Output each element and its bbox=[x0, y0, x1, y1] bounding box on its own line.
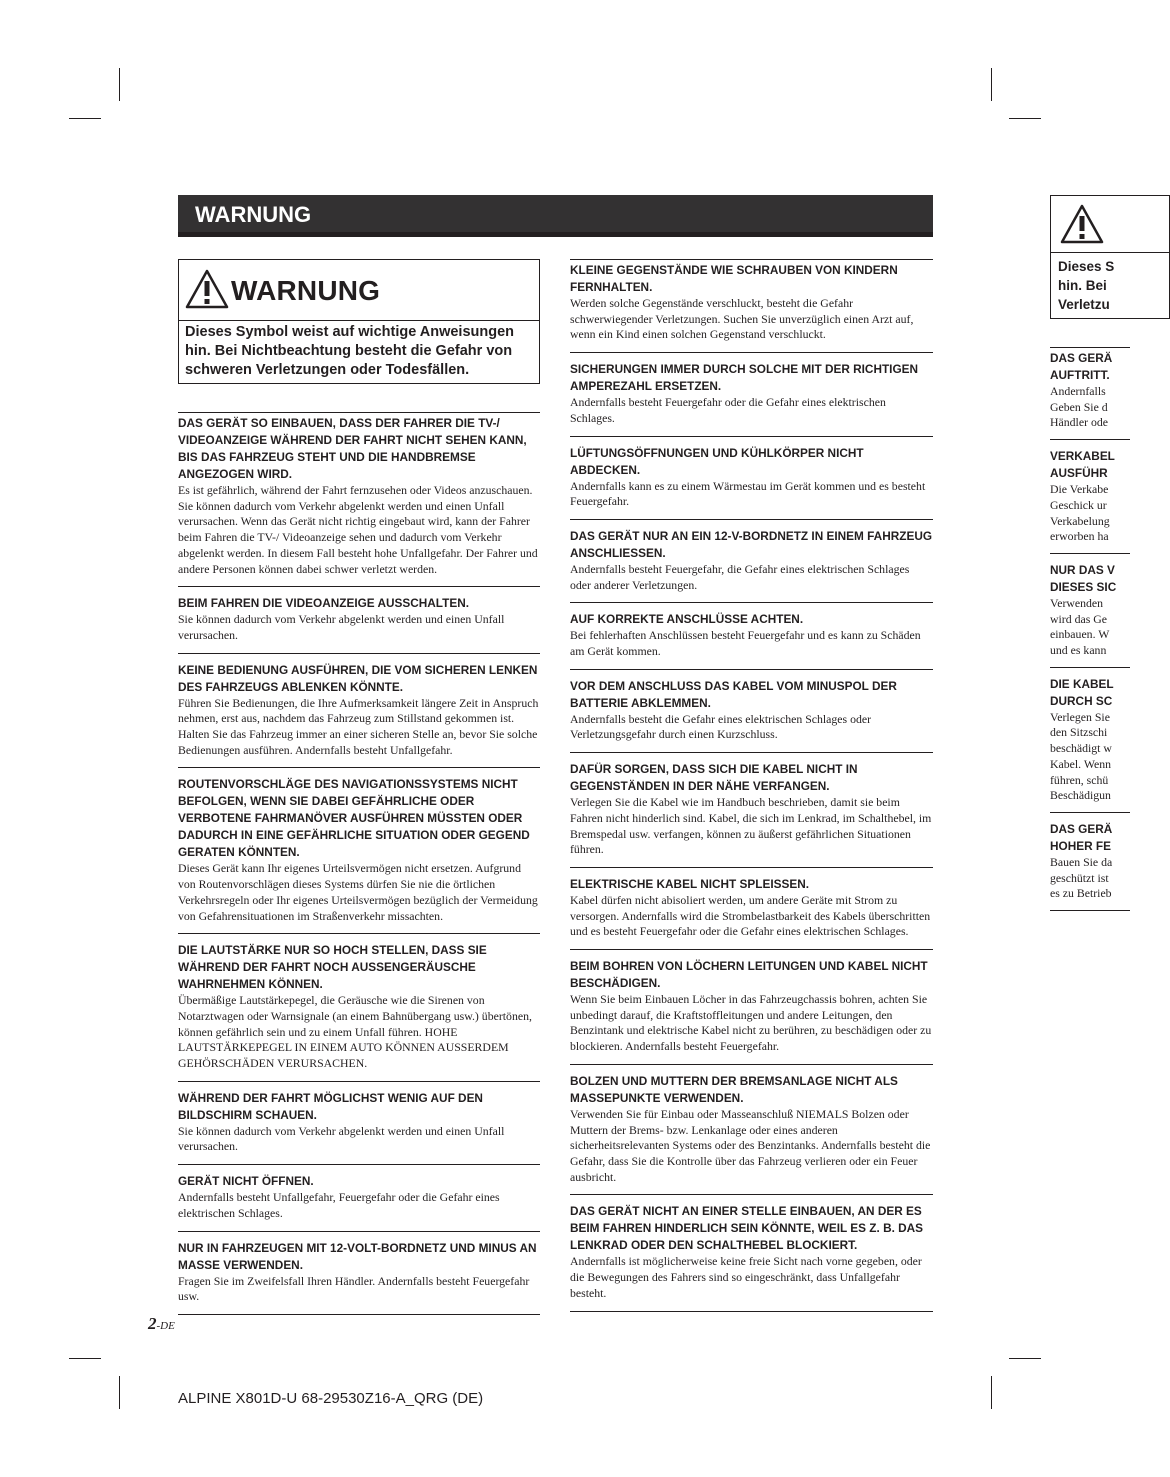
adjacent-warning-item bbox=[1050, 676, 1130, 813]
warning-body: Verlegen Sie die Kabel wie im Handbuch beschrieben, damit sie beim Fahren nicht hinderlich sind. Kabel, die sich im Lenkrad, im Schalthebel, im Bremspedal usw. verfangen, können zu äußerst gefährlichen Situationen führen. bbox=[570, 795, 932, 857]
warning-triangle-icon bbox=[185, 269, 229, 309]
warning-item bbox=[570, 1073, 933, 1196]
warning-body: Sie können dadurch vom Verkehr abgelenkt werden und einen Unfall verursachen. bbox=[178, 1123, 505, 1154]
warning-heading: KLEINE GEGENSTÄNDE WIE SCHRAUBEN VON KINDERN FERNHALTEN. bbox=[570, 263, 898, 294]
adjacent-body: Bauen Sie da geschützt ist es zu Betrieb bbox=[1050, 854, 1113, 901]
adjacent-body: Andernfalls Geben Sie d Händler ode bbox=[1050, 384, 1108, 430]
warning-item bbox=[178, 1240, 540, 1315]
crop-mark bbox=[1009, 1358, 1041, 1359]
adjacent-warning-box-text bbox=[1051, 253, 1169, 318]
adjacent-warning-box bbox=[1050, 195, 1170, 319]
warning-item bbox=[178, 942, 540, 1082]
section-title: WARNUNG bbox=[195, 202, 312, 227]
warning-item bbox=[570, 611, 933, 669]
adjacent-heading: DIE KABEL DURCH SC bbox=[1050, 676, 1114, 708]
adjacent-warning-box-header bbox=[1051, 196, 1169, 253]
warning-body: Andernfalls kann es zu einem Wärmestau im Gerät kommen und es besteht Feuergefahr. bbox=[570, 478, 926, 509]
warning-heading: ROUTENVORSCHLÄGE DES NAVIGATIONSSYSTEMS NICHT BEFOLGEN, WENN SIE DABEI GEFÄHRLICHE ODER VERBOTENE FAHRMANÖVER AUSFÜHREN MÜSSTEN ODER DADURCH IN EINE GEFÄHRLICHE SITUATION ODER GEGEND GERATEN KÖNNTEN. bbox=[178, 777, 530, 860]
warning-heading: VOR DEM ANSCHLUSS DAS KABEL VOM MINUSPOL DER BATTERIE ABKLEMMEN. bbox=[570, 678, 897, 710]
warning-heading: DAS GERÄT SO EINBAUEN, DASS DER FAHRER DIE TV-/ VIDEOANZEIGE WÄHREND DER FAHRT NICHT SEHEN KANN, BIS DAS FAHRZEUG STEHT UND DIE HANDBREMSE ANGEZOGEN WIRD. bbox=[178, 416, 527, 481]
left-column bbox=[178, 259, 540, 1323]
print-footer: ALPINE X801D-U 68-29530Z16-A_QRG (DE) bbox=[178, 1390, 484, 1407]
warning-heading: KEINE BEDIENUNG AUSFÜHREN, DIE VOM SICHEREN LENKEN DES FAHRZEUGS ABLENKEN KÖNNTE. bbox=[178, 662, 538, 694]
warning-body: Bei fehlerhaften Anschlüssen besteht Feuergefahr und es kann zu Schäden am Gerät kommen. bbox=[570, 628, 921, 659]
warning-box-header bbox=[179, 260, 539, 321]
warning-heading: WÄHREND DER FAHRT MÖGLICHST WENIG AUF DEN BILDSCHIRM SCHAUEN. bbox=[178, 1090, 483, 1122]
adjacent-page-fragment bbox=[1050, 195, 1130, 901]
crop-mark bbox=[69, 118, 101, 119]
warning-heading: BEIM FAHREN DIE VIDEOANZEIGE AUSSCHALTEN. bbox=[178, 596, 470, 611]
adjacent-heading: DAS GERÄ HOHER FE bbox=[1050, 821, 1113, 853]
warning-item bbox=[178, 595, 540, 653]
adjacent-text-line: Verletzu bbox=[1058, 297, 1110, 312]
crop-mark bbox=[1009, 118, 1041, 119]
adjacent-warning-item bbox=[1050, 821, 1130, 911]
section-banner bbox=[178, 195, 933, 237]
warning-box bbox=[178, 259, 540, 384]
warning-heading: DAS GERÄT NUR AN EIN 12-V-BORDNETZ IN EINEM FAHRZEUG ANSCHLIESSEN. bbox=[570, 528, 933, 560]
warning-heading: ELEKTRISCHE KABEL NICHT SPLEISSEN. bbox=[570, 876, 810, 891]
adjacent-body: Verlegen Sie den Sitzschi beschädigt w Kabel. Wenn führen, schü Beschädigun bbox=[1050, 709, 1112, 803]
warning-item bbox=[178, 412, 540, 587]
warning-heading: NUR IN FAHRZEUGEN MIT 12-VOLT-BORDNETZ UND MINUS AN MASSE VERWENDEN. bbox=[178, 1240, 537, 1272]
warning-body: Andernfalls ist möglicherweise keine freie Sicht nach vorne gegeben, oder die Bewegungen des Fahrers sind so eingeschränkt, dass Unfallgefahr besteht. bbox=[570, 1254, 922, 1300]
adjacent-text-line: hin. Bei bbox=[1058, 278, 1107, 293]
crop-mark bbox=[119, 1376, 120, 1409]
adjacent-warning-item bbox=[1050, 347, 1130, 440]
adjacent-heading: VERKABEL AUSFÜHR bbox=[1050, 449, 1115, 481]
warning-item bbox=[178, 1173, 540, 1231]
warning-body: Wenn Sie beim Einbauen Löcher in das Fahrzeugchassis bohren, achten Sie unbedingt darauf, die Kraftstoffleitungen und andere Leitungen, den Benzintank und elektrische Kabel nicht zu berühren, zu beschädigen oder zu blockieren. Andernfalls besteht Feuergefahr. bbox=[570, 992, 932, 1054]
warning-item bbox=[570, 361, 933, 436]
warning-heading: LÜFTUNGSÖFFNUNGEN UND KÜHLKÖRPER NICHT ABDECKEN. bbox=[570, 445, 864, 477]
warning-box-text: Dieses Symbol weist auf wichtige Anweisungen hin. Bei Nichtbeachtung besteht die Gefahr von schweren Verletzungen oder Todesfällen. bbox=[185, 324, 515, 378]
warning-item bbox=[570, 445, 933, 520]
adjacent-text-line: Dieses S bbox=[1058, 259, 1115, 274]
adjacent-warning-item bbox=[1050, 562, 1130, 668]
adjacent-body: Verwenden wird das Ge einbauen. W und es kann bbox=[1050, 595, 1110, 658]
warning-body: Werden solche Gegenstände verschluckt, besteht die Gefahr schwerwiegender Verletzungen. Suchen Sie unverzüglich einen Arzt auf, wenn ein Kind einen solchen Gegenstand verschluckt. bbox=[570, 296, 914, 342]
right-column bbox=[570, 259, 933, 1320]
warning-heading: BEIM BOHREN VON LÖCHERN LEITUNGEN UND KABEL NICHT BESCHÄDIGEN. bbox=[570, 959, 928, 991]
warning-heading: AUF KORREKTE ANSCHLÜSSE ACHTEN. bbox=[570, 612, 804, 627]
warning-item bbox=[570, 876, 933, 950]
crop-mark bbox=[991, 68, 992, 101]
warning-body: Andernfalls besteht Feuergefahr, die Gefahr eines elektrischen Schlages oder anderer Verletzungen. bbox=[570, 561, 910, 592]
warning-body: Andernfalls besteht die Gefahr eines elektrischen Schlages oder Verletzungsgefahr durch einen Kurzschluss. bbox=[570, 711, 872, 742]
warning-body: Führen Sie Bedienungen, die Ihre Aufmerksamkeit längere Zeit in Anspruch nehmen, erst aus, nachdem das Fahrzeug zum Stillstand gekommen ist. Halten Sie das Fahrzeug immer an einer sicheren Stelle an, bevor Sie solche Bedienungen ausführen. Andernfalls besteht Unfallgefahr. bbox=[178, 695, 539, 757]
warning-item bbox=[178, 1090, 540, 1165]
warning-heading: GERÄT NICHT ÖFFNEN. bbox=[178, 1174, 314, 1189]
warning-item bbox=[570, 528, 933, 603]
warning-body: Sie können dadurch vom Verkehr abgelenkt werden und einen Unfall verursachen. bbox=[178, 612, 505, 642]
adjacent-body: Die Verkabe Geschick ur Verkabelung erworben ha bbox=[1050, 482, 1110, 544]
warning-heading: SICHERUNGEN IMMER DURCH SOLCHE MIT DER RICHTIGEN AMPEREZAHL ERSETZEN. bbox=[570, 362, 919, 394]
warning-body: Dieses Gerät kann Ihr eigenes Urteilsvermögen nicht ersetzen. Aufgrund von Routenvorschlägen dieses Systems dürfen Sie nie die örtlichen Verkehrsregeln oder Ihr eigenes Urteilsvermögen bezüglich der Vermeidung von Gefahrensituationen im Straßenverkehr missachten. bbox=[178, 861, 538, 923]
warning-body: Fragen Sie im Zweifelsfall Ihren Händler. Andernfalls besteht Feuergefahr usw. bbox=[178, 1273, 530, 1304]
warning-box-title: WARNUNG bbox=[231, 275, 381, 306]
page-number-value: 2 bbox=[148, 1314, 157, 1333]
page-number-suffix: -DE bbox=[156, 1320, 175, 1332]
warning-item bbox=[570, 1203, 933, 1311]
warning-body: Verwenden Sie für Einbau oder Masseanschluß NIEMALS Bolzen oder Muttern der Brems- bzw. Lenkanlage oder eines anderen sicherheitsrelevanten Systems oder des Benzintanks. Andernfalls besteht die Gefahr, dass Sie die Kontrolle über das Fahrzeug verlieren oder ein Feuer ausbricht. bbox=[570, 1106, 931, 1184]
warning-body: Es ist gefährlich, während der Fahrt fernzusehen oder Videos anzuschauen. Sie können dadurch vom Verkehr abgelenkt werden und einen Unfall verursachen. Wenn das Gerät nicht richtig eingebaut wird, kann der Fahrer beim Fahren die TV-/ Videoanzeige sehen und dadurch vom Verkehr abgelenkt werden. In diesem Fall besteht hohe Unfallgefahr. Der Fahrer und andere Personen können dabei schwer verletzt werden. bbox=[178, 483, 538, 576]
warning-heading: DAFÜR SORGEN, DASS SICH DIE KABEL NICHT IN GEGENSTÄNDEN IN DER NÄHE VERFANGEN. bbox=[570, 762, 858, 794]
warning-item bbox=[178, 662, 540, 769]
adjacent-heading: NUR DAS V DIESES SIC bbox=[1050, 562, 1117, 594]
warning-body: Übermäßige Lautstärkepegel, die Geräusche wie die Sirenen von Notarztwagen oder Warnsignale (an einem Bahnübergang usw.) übertönen, können gefährlich sein und zu einem Unfall führen. HOHE LAUTSTÄRKEPEGEL IN EINEM AUTO KÖNNEN AUSSERDEM GEHÖRSCHÄDEN VERURSACHEN. bbox=[178, 993, 532, 1071]
crop-mark bbox=[991, 1376, 992, 1409]
warning-item bbox=[178, 776, 540, 934]
crop-mark bbox=[119, 68, 120, 101]
page-number bbox=[148, 1314, 175, 1334]
crop-mark bbox=[69, 1358, 101, 1359]
warning-item bbox=[570, 678, 933, 753]
warning-body: Andernfalls besteht Unfallgefahr, Feuergefahr oder die Gefahr eines elektrischen Schlages. bbox=[178, 1190, 500, 1220]
warning-item bbox=[570, 761, 933, 868]
adjacent-warning-item bbox=[1050, 448, 1130, 554]
warning-body: Andernfalls besteht Feuergefahr oder die Gefahr eines elektrischen Schlages. bbox=[570, 395, 886, 425]
warning-triangle-icon bbox=[1060, 204, 1104, 244]
warning-heading: DAS GERÄT NICHT AN EINER STELLE EINBAUEN, AN DER ES BEIM FAHREN HINDERLICH SEIN KÖNNTE, WEIL ES Z. B. DAS LENKRAD ODER DEN SCHALTHEBEL BLOCKIERT. bbox=[570, 1204, 924, 1253]
warning-item bbox=[570, 259, 933, 353]
warning-heading: BOLZEN UND MUTTERN DER BREMSANLAGE NICHT ALS MASSEPUNKTE VERWENDEN. bbox=[570, 1073, 898, 1105]
warning-heading: DIE LAUTSTÄRKE NUR SO HOCH STELLEN, DASS SIE WÄHREND DER FAHRT NOCH AUSSENGERÄUSCHE WAHRNEHMEN KÖNNEN. bbox=[178, 943, 487, 992]
adjacent-heading: DAS GERÄ AUFTRITT. bbox=[1050, 351, 1113, 382]
warning-body: Kabel dürfen nicht abisoliert werden, um andere Geräte mit Strom zu versorgen. Andernfalls wird die Strombelastbarkeit des Kabels überschritten und es besteht Feuergefahr oder die Gefahr eines elektrischen Schlages. bbox=[570, 892, 931, 939]
warning-item bbox=[570, 958, 933, 1065]
